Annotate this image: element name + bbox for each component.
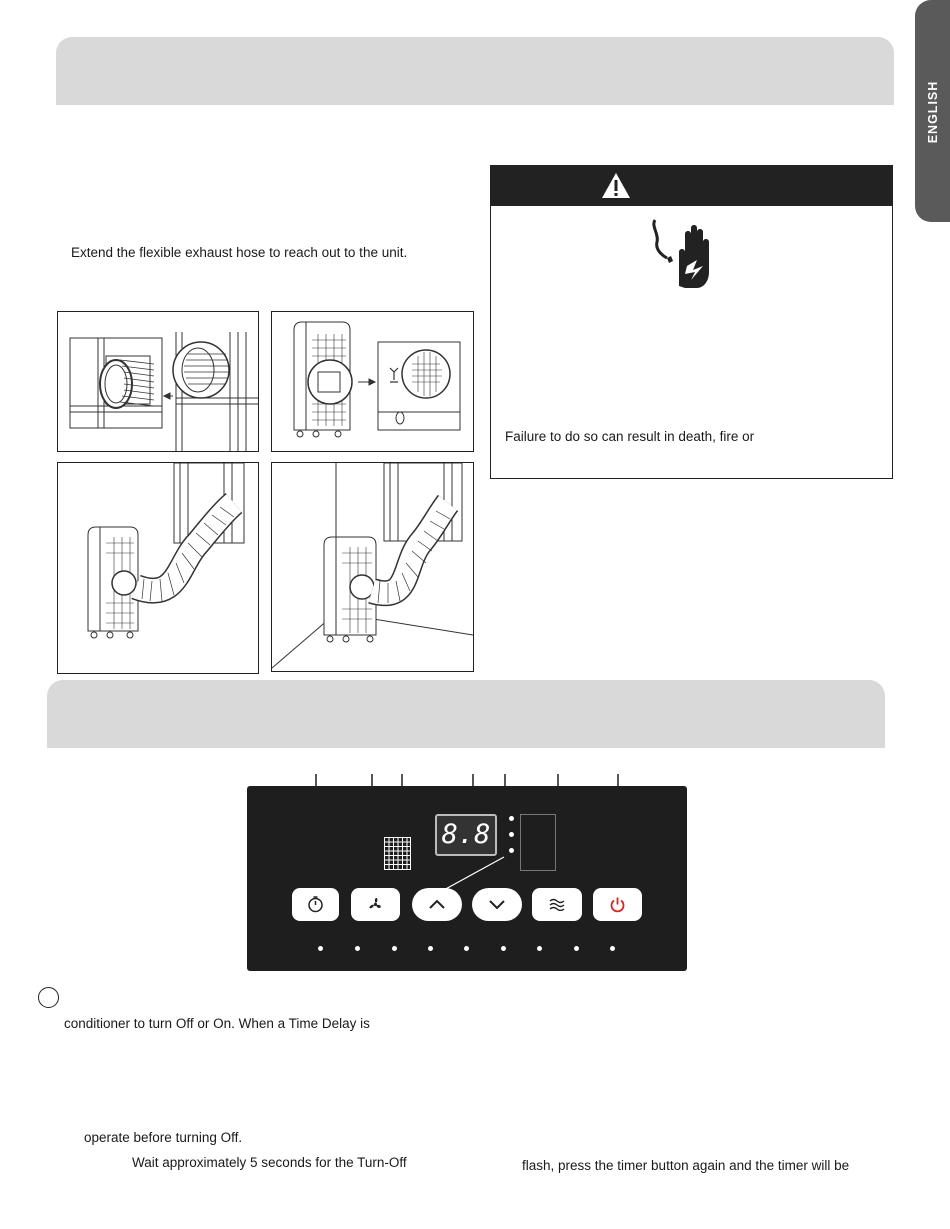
bottom-indicator-dot: [537, 946, 542, 951]
bottom-indicator-dot: [574, 946, 579, 951]
fan-icon: [367, 896, 384, 913]
indicator-dot: [509, 848, 514, 853]
display-digits: 8.8: [441, 819, 491, 850]
language-tab-label: ENGLISH: [925, 80, 940, 144]
flash-press-text: flash, press the timer button again and the timer will be: [522, 1158, 850, 1173]
step-number-circle: [38, 987, 59, 1008]
digital-display: [435, 814, 497, 856]
indicator-dot: [509, 832, 514, 837]
fan-speed-button[interactable]: [351, 888, 400, 921]
mode-indicator-frame: [520, 814, 556, 871]
timer-icon: [307, 896, 324, 913]
time-delay-text: conditioner to turn Off or On. When a Time Delay is: [64, 1016, 370, 1031]
timer-button[interactable]: [292, 888, 339, 921]
mode-wave-icon: [549, 898, 565, 911]
warning-header: [491, 166, 892, 206]
language-tab: [915, 0, 950, 222]
bottom-indicator-dot: [610, 946, 615, 951]
warning-box: [490, 165, 893, 479]
bottom-indicator-dot: [428, 946, 433, 951]
power-icon: [609, 896, 626, 913]
bottom-indicator-dot: [355, 946, 360, 951]
indicator-dot: [509, 816, 514, 821]
bottom-indicator-dot: [501, 946, 506, 951]
grid-indicator-icon: [384, 837, 411, 870]
figure-hose-window-adapter: [57, 311, 259, 452]
power-button[interactable]: [593, 888, 642, 921]
operate-before-text: operate before turning Off.: [84, 1130, 243, 1145]
chevron-up-icon: [428, 898, 446, 910]
unit-room-illustration: [272, 463, 473, 671]
extend-hose-text: Extend the flexible exhaust hose to reach out to the unit.: [71, 245, 408, 260]
wait-seconds-text: Wait approximately 5 seconds for the Turn-Off: [132, 1155, 407, 1170]
figure-unit-in-room: [271, 462, 474, 672]
warning-triangle-icon: [601, 172, 631, 199]
electric-shock-hand-icon: [649, 216, 721, 294]
figure-unit-hose-to-window: [57, 462, 259, 674]
unit-adapter-illustration: [272, 312, 473, 451]
unit-hose-window-illustration: [58, 463, 258, 673]
warning-failure-text: Failure to do so can result in death, fire or: [505, 429, 755, 444]
figure-unit-exhaust-adapter: [271, 311, 474, 452]
chevron-down-icon: [488, 899, 506, 911]
bottom-indicator-dot: [392, 946, 397, 951]
section-header-band-control-panel: [47, 680, 885, 748]
section-header-band-top: [56, 37, 894, 105]
callout-connector-temp: [440, 855, 510, 895]
mode-button[interactable]: [532, 888, 582, 921]
hose-window-illustration: [58, 312, 258, 451]
bottom-indicator-dot: [318, 946, 323, 951]
bottom-indicator-dot: [464, 946, 469, 951]
